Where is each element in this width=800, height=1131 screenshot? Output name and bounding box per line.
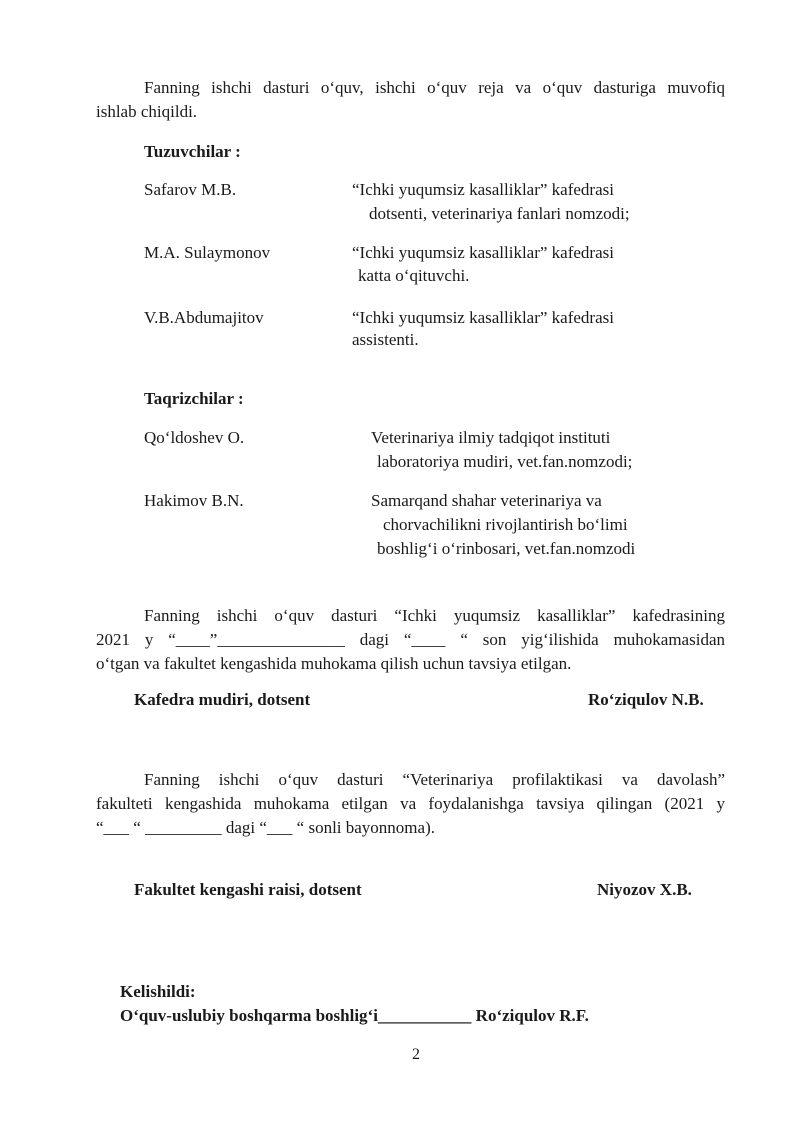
reviewer-role-2-line-1: Samarqand shahar veterinariya va <box>371 491 602 510</box>
author-role-1-line-2: dotsenti, veterinariya fanlari nomzodi; <box>369 204 630 223</box>
author-role-2-line-2: katta o‘qituvchi. <box>358 266 470 285</box>
department-approval-line-3: o‘tgan va fakultet kengashida muhokama qilish uchun tavsiya etilgan. <box>96 654 572 673</box>
department-head-name: Ro‘ziqulov N.B. <box>588 690 704 709</box>
reviewers-heading: Taqrizchilar : <box>144 389 244 408</box>
intro-line-2: ishlab chiqildi. <box>96 102 198 121</box>
reviewer-role-1-line-2: laboratoriya mudiri, vet.fan.nomzodi; <box>377 452 633 471</box>
department-approval-line-1: Fanning ishchi o‘quv dasturi “Ichki yuqumsiz kasalliklar” kafedrasining <box>144 606 725 625</box>
department-head-title: Kafedra mudiri, dotsent <box>134 690 311 709</box>
faculty-council-chair-title: Fakultet kengashi raisi, dotsent <box>134 880 362 899</box>
faculty-approval-line-3: “___ “ _________ dagi “___ “ sonli bayonnoma). <box>96 818 435 837</box>
author-role-3-line-2: assistenti. <box>352 330 419 349</box>
page-number: 2 <box>412 1046 420 1063</box>
reviewer-name-1: Qo‘ldoshev O. <box>144 428 245 447</box>
reviewer-role-2-line-2: chorvachilikni rivojlantirish bo‘limi <box>383 515 628 534</box>
faculty-approval-paragraph <box>96 768 725 840</box>
author-role-1-line-1: “Ichki yuqumsiz kasalliklar” kafedrasi <box>352 180 614 199</box>
author-name-1: Safarov M.B. <box>144 180 237 199</box>
author-role-2-line-1: “Ichki yuqumsiz kasalliklar” kafedrasi <box>352 243 614 262</box>
agreement-heading: Kelishildi: <box>120 982 196 1001</box>
reviewer-name-2: Hakimov B.N. <box>144 491 244 510</box>
author-name-3: V.B.Abdumajitov <box>144 308 264 327</box>
author-role-3-line-1: “Ichki yuqumsiz kasalliklar” kafedrasi <box>352 308 614 327</box>
faculty-council-chair-name: Niyozov X.B. <box>597 880 692 899</box>
intro-paragraph <box>96 76 725 124</box>
faculty-approval-line-2: fakulteti kengashida muhokama etilgan va foydalanishga tavsiya qilingan (2021 y <box>96 794 725 813</box>
faculty-approval-line-1: Fanning ishchi o‘quv dasturi “Veterinariya profilaktikasi va davolash” <box>144 770 725 789</box>
authors-heading: Tuzuvchilar : <box>144 142 241 161</box>
intro-line-1: Fanning ishchi dasturi o‘quv, ishchi o‘quv reja va o‘quv dasturiga muvofiq <box>144 78 725 97</box>
department-approval-paragraph <box>96 604 725 676</box>
reviewer-role-1-line-1: Veterinariya ilmiy tadqiqot instituti <box>371 428 611 447</box>
agreement-signature-line: O‘quv-uslubiy boshqarma boshlig‘i___________ Ro‘ziqulov R.F. <box>120 1006 589 1025</box>
author-name-2: M.A. Sulaymonov <box>144 243 271 262</box>
department-approval-line-2: 2021 y “____”_______________ dagi “____ “ son yig‘ilishida muhokamasidan <box>96 630 725 649</box>
reviewer-role-2-line-3: boshlig‘i o‘rinbosari, vet.fan.nomzodi <box>377 539 636 558</box>
